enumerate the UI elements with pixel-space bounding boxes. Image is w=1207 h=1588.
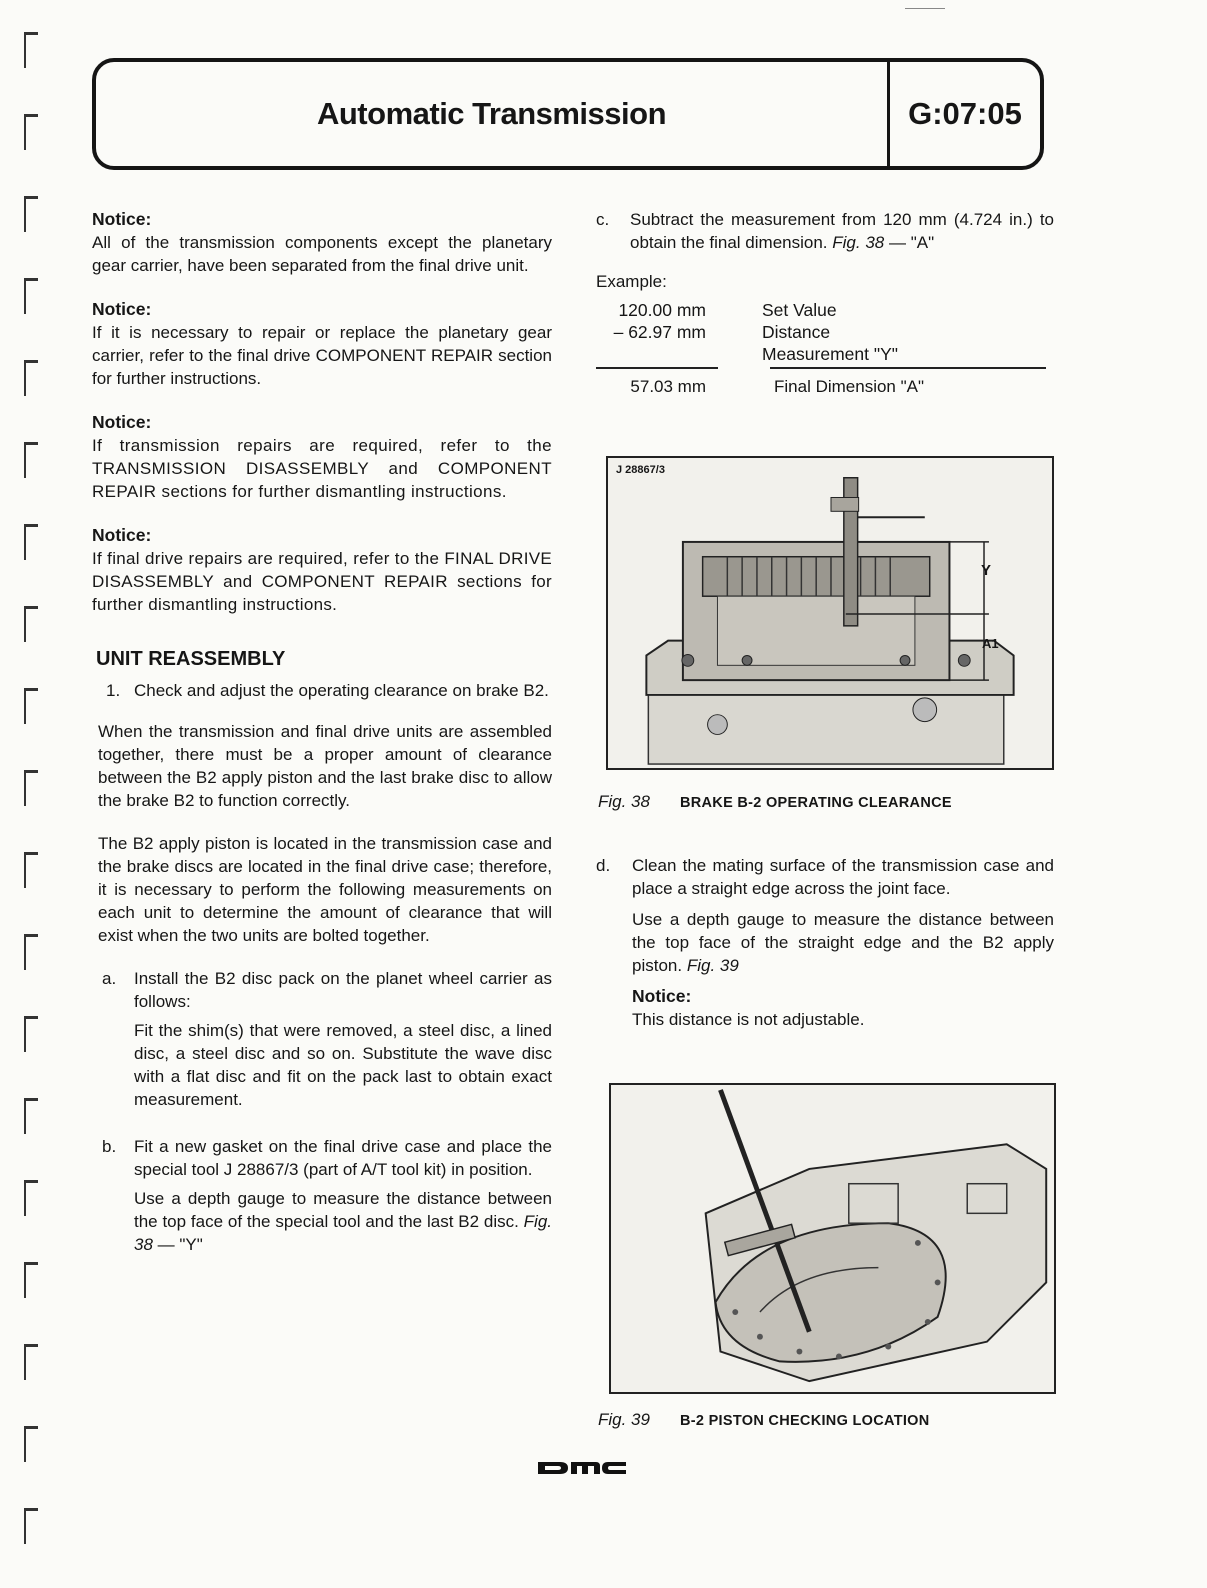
left-column [92,208,552,1264]
step-text [630,208,1054,254]
step-c [596,208,1054,254]
notice-block [92,298,552,390]
page-code: G:07:05 [908,96,1022,131]
example-value: 120.00 mm [618,300,706,320]
dimension-a1-label: A1 [982,636,999,651]
figure-caption-text: B-2 PISTON CHECKING LOCATION [679,1413,930,1429]
body-paragraph: When the transmission and final drive units are assembled together, there must be a proper amount of clearance between the B2 apply piston and the last brake disc to allow the brake B2 to function correctly. [98,722,552,810]
step-text: Fit a new gasket on the final drive case and place the special tool J 28867/3 (part of A/T tool kit) in position. [134,1137,552,1179]
page-header [92,58,1044,170]
section-title: UNIT REASSEMBLY [96,648,286,670]
binder-mark [22,112,40,154]
binder-mark [22,932,40,974]
step-detail [632,908,1054,977]
binder-mark [22,358,40,400]
dmc-logo [536,1456,628,1480]
step-marker: a. [102,969,117,988]
figure-39-image [609,1083,1056,1394]
notice-title: Notice: [632,986,692,1006]
transmission-case-drawing [611,1085,1054,1392]
example-desc: Set Value [762,300,837,320]
step-c-text: Subtract the measurement from 120 mm (4.724 in.) to obtain the final dimension. [630,210,1054,252]
step-marker: c. [596,210,610,229]
example-table [596,299,1054,365]
figure-number: Fig. 38 [598,792,650,811]
figure-reference-suffix: — "A" [884,233,935,252]
notice-text: If final drive repairs are required, refer to the FINAL DRIVE DISASSEMBLY and COMPONENT REPAIR sections for further dismantling instructions. [92,549,552,614]
step-marker: b. [102,1137,117,1156]
figure-39-caption [598,1410,930,1430]
notice-title: Notice: [92,412,152,432]
binder-mark [22,276,40,318]
binder-mark [22,522,40,564]
step-marker: d. [596,856,611,875]
example-result-value: 57.03 mm [596,367,718,398]
notice-title: Notice: [92,525,152,545]
binder-mark [22,194,40,236]
notice-text: If transmission repairs are required, refer to the TRANSMISSION DISASSEMBLY and COMPONENT REPAIR sections for further dismantling instructions. [92,436,552,501]
binder-mark [22,604,40,646]
binder-mark [22,1260,40,1302]
binder-mark [22,440,40,482]
binder-mark [22,1014,40,1056]
example-label: Example: [596,272,667,291]
step-detail-text: Use a depth gauge to measure the distance between the top face of the straight edge and the B2 apply piston. [632,910,1054,975]
step-marker: 1. [106,681,121,700]
transmission-drawing [608,458,1052,768]
binder-mark [22,686,40,728]
step-d-block [596,854,1054,1037]
tool-label: J 28867/3 [616,464,665,476]
step-text: Clean the mating surface of the transmission case and place a straight edge across the joint face. [632,856,1054,898]
step-a [102,967,552,1111]
page-edge-mark [905,8,945,9]
figure-number: Fig. 39 [598,1410,650,1429]
figure-reference[interactable]: Fig. 39 [686,956,739,975]
step-d [596,854,1054,1031]
binder-mark [22,1178,40,1220]
figure-reference[interactable]: Fig. 38 [832,233,885,252]
binder-mark [22,30,40,72]
notice-text: All of the transmission components except the planetary gear carrier, have been separated from the final drive unit. [92,233,552,275]
example-desc: Distance Measurement "Y" [762,322,898,364]
figure-38-caption [598,792,952,812]
step-b [102,1135,552,1256]
dimension-y-label: Y [981,562,992,579]
figure-reference[interactable]: Fig. 38 [134,1212,552,1254]
notice-block [92,411,552,503]
step-detail-text: Use a depth gauge to measure the distance between the top face of the special tool and the last B2 disc. [134,1189,552,1231]
example-value: – 62.97 mm [613,322,706,342]
notice-block [92,208,552,277]
step-text: Install the B2 disc pack on the planet wheel carrier as follows: [134,969,552,1011]
figure-caption-text: BRAKE B-2 OPERATING CLEARANCE [679,795,952,811]
binder-mark [22,768,40,810]
right-column [596,208,1054,398]
binder-mark [22,1342,40,1384]
body-paragraph: The B2 apply piston is located in the transmission case and the brake discs are located in the final drive case; therefore, it is necessary to perform the following measurements on each unit to determine the amount of clearance that will exist when the two units are bolted together. [98,834,552,945]
step-1 [106,679,552,702]
notice-title: Notice: [92,299,152,319]
notice-text: If it is necessary to repair or replace the planetary gear carrier, refer to the final drive COMPONENT REPAIR section for further instructions. [92,323,552,388]
binder-mark [22,850,40,892]
notice-text: This distance is not adjustable. [632,1010,865,1029]
figure-reference-suffix: — "Y" [152,1235,203,1254]
figure-38-image [606,456,1054,770]
notice-title: Notice: [92,209,152,229]
example-result-row [596,367,1054,398]
step-text: Check and adjust the operating clearance on brake B2. [134,681,549,700]
page-title: Automatic Transmission [316,96,667,131]
step-detail: Fit the shim(s) that were removed, a steel disc, a lined disc, a steel disc and so on. Substitute the wave disc with a flat disc and fit on the pack last to obtain exact measurement. [134,1021,552,1109]
step-detail [134,1187,552,1256]
binder-mark [22,1424,40,1466]
notice-block [92,524,552,616]
binder-mark [22,1506,40,1548]
binder-mark [22,1096,40,1138]
example-result-desc: Final Dimension "A" [770,367,1046,398]
